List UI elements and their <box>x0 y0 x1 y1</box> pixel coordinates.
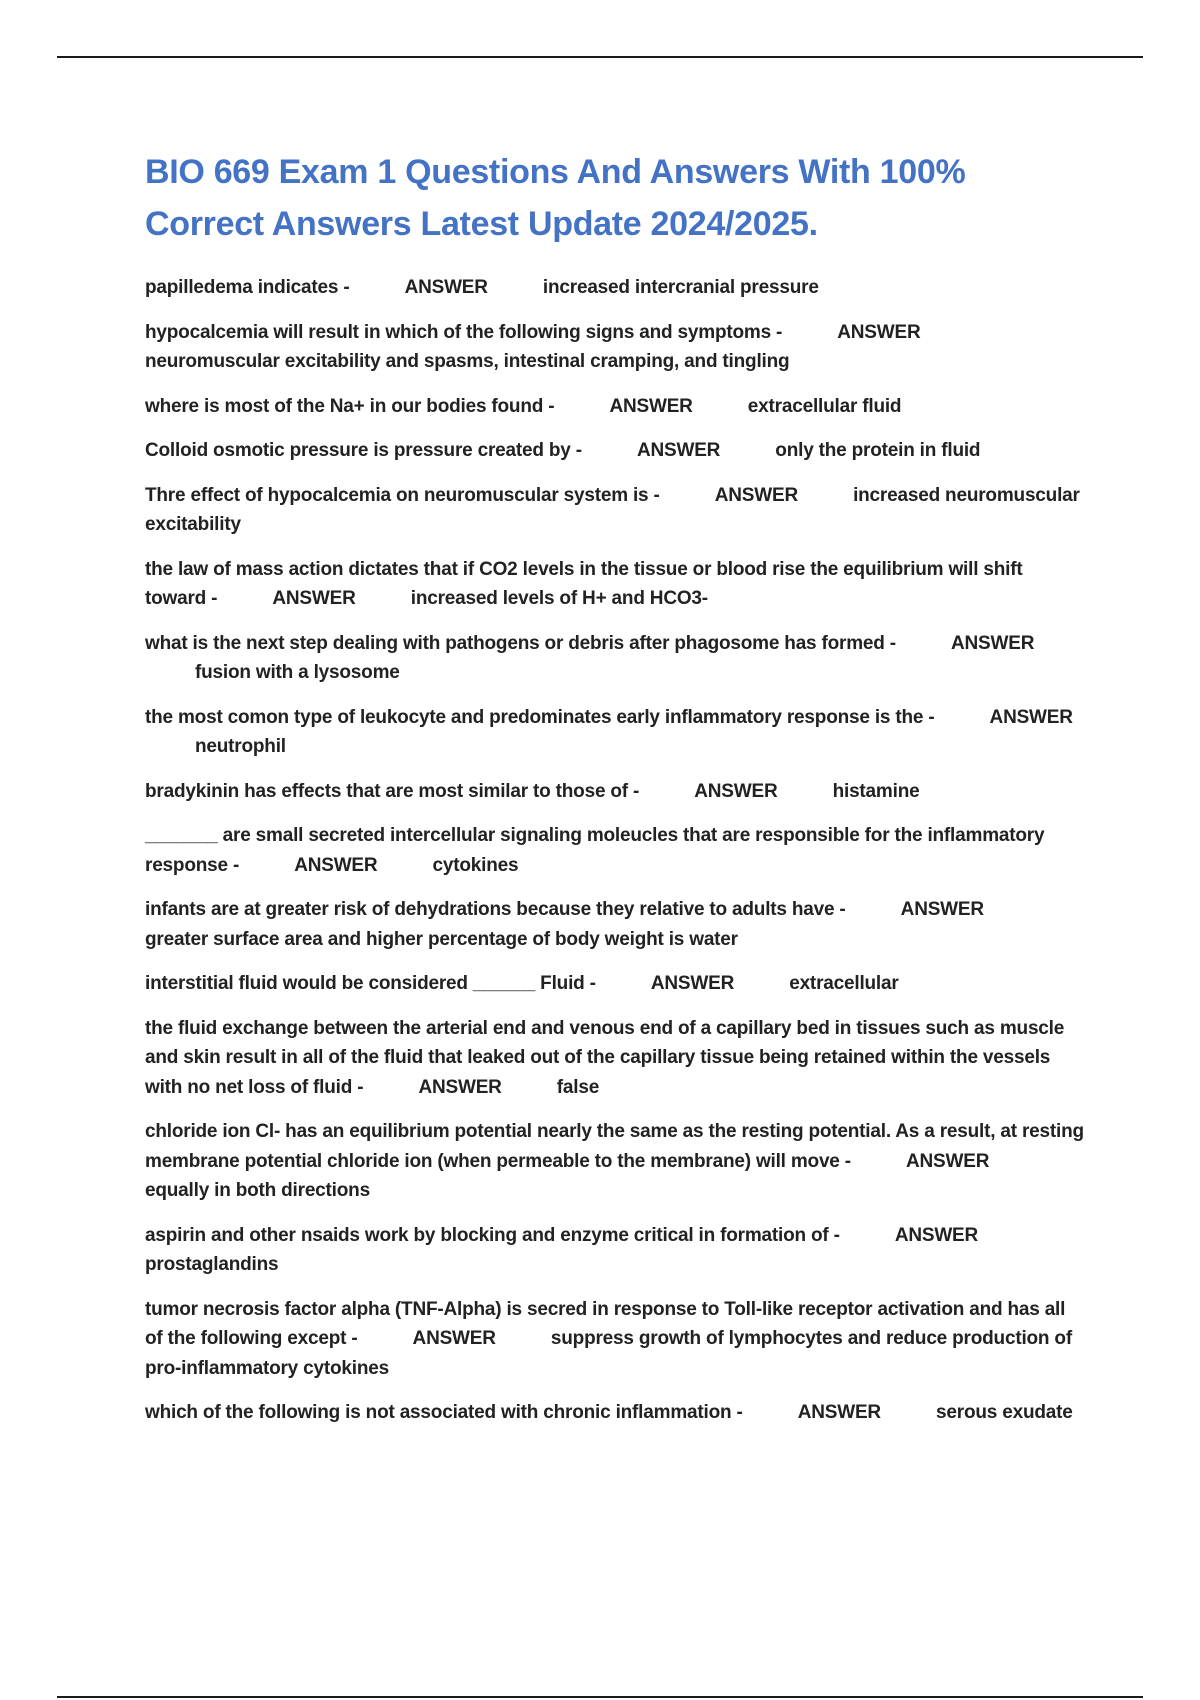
question-text: _______ are small secreted intercellular signaling moleucles that are responsible for the inflammatory response - <box>145 825 1045 876</box>
question-text: Thre effect of hypocalcemia on neuromuscular system is - <box>145 484 660 506</box>
qa-item <box>145 777 1085 807</box>
answer-text: cytokines <box>432 854 519 876</box>
question-text: bradykinin has effects that are most similar to those of - <box>145 780 640 802</box>
qa-item <box>145 1398 1085 1428</box>
answer-label: ANSWER <box>694 780 778 802</box>
answer-label: ANSWER <box>272 588 356 609</box>
answer-text: extracellular fluid <box>747 395 902 417</box>
question-text: what is the next step dealing with pathogens or debris after phagosome has formed - <box>145 632 896 654</box>
answer-label: ANSWER <box>905 1150 990 1172</box>
qa-item <box>145 895 1085 954</box>
answer-label: ANSWER <box>636 440 721 461</box>
answer-text: greater surface area and higher percentage of body weight is water <box>145 928 738 950</box>
answer-label: ANSWER <box>989 706 1073 728</box>
answer-text: extracellular <box>789 973 899 994</box>
answer-text: neutrophil <box>195 736 286 757</box>
question-text: infants are at greater risk of dehydrations because they relative to adults have - <box>145 899 846 920</box>
answer-label: ANSWER <box>894 1224 979 1246</box>
qa-item <box>145 273 1085 303</box>
qa-item <box>145 821 1085 880</box>
answer-text: neuromuscular excitability and spasms, intestinal cramping, and tingling <box>145 351 790 372</box>
answer-label: ANSWER <box>650 973 735 994</box>
question-text: which of the following is not associated with chronic inflammation - <box>145 1402 743 1423</box>
answer-text: serous exudate <box>936 1402 1073 1423</box>
qa-item <box>145 481 1085 540</box>
answer-text: increased levels of H+ and HCO3- <box>410 588 708 609</box>
answer-text: fusion with a lysosome <box>195 662 400 683</box>
answer-text: histamine <box>832 780 920 802</box>
qa-list <box>145 273 1085 1428</box>
question-text: the fluid exchange between the arterial end and venous end of a capillary bed in tissues such as muscle and skin result in all of the fluid that leaked out of the capillary tissue being retained within the vessels with no net loss of fluid - <box>145 1017 1065 1098</box>
document-title: BIO 669 Exam 1 Questions And Answers With 100% Correct Answers Latest Update 2024/2025. <box>145 153 966 243</box>
question-text: papilledema indicates - <box>145 277 350 298</box>
answer-label: ANSWER <box>609 395 693 417</box>
question-text: the most comon type of leukocyte and predominates early inflammatory response is the - <box>145 706 935 728</box>
qa-item <box>145 555 1085 614</box>
qa-item <box>145 1014 1085 1103</box>
question-text: Colloid osmotic pressure is pressure created by - <box>145 440 582 461</box>
answer-text: only the protein in fluid <box>775 440 981 461</box>
answer-label: ANSWER <box>404 277 488 298</box>
question-text: aspirin and other nsaids work by blocking and enzyme critical in formation of - <box>145 1224 840 1246</box>
qa-item <box>145 1221 1085 1280</box>
answer-text: false <box>556 1076 600 1098</box>
document-body <box>145 146 1085 1443</box>
qa-item <box>145 1295 1085 1384</box>
answer-text: equally in both directions <box>145 1180 370 1201</box>
answer-label: ANSWER <box>412 1328 496 1349</box>
answer-label: ANSWER <box>951 632 1035 654</box>
top-rule <box>57 56 1143 58</box>
question-text: interstitial fluid would be considered ______ Fluid - <box>145 973 596 994</box>
bottom-rule <box>57 1696 1143 1698</box>
answer-label: ANSWER <box>714 484 798 506</box>
qa-item <box>145 969 1085 999</box>
qa-item <box>145 436 1085 466</box>
qa-item <box>145 703 1085 762</box>
answer-text: prostaglandins <box>145 1254 279 1275</box>
answer-label: ANSWER <box>418 1076 502 1098</box>
answer-label: ANSWER <box>294 854 378 876</box>
answer-label: ANSWER <box>837 321 921 343</box>
answer-text: suppress growth of lymphocytes and reduce production of pro-inflammatory cytokines <box>145 1328 1072 1379</box>
question-text: where is most of the Na+ in our bodies found - <box>145 395 555 417</box>
qa-item <box>145 629 1085 688</box>
question-text: the law of mass action dictates that if CO2 levels in the tissue or blood rise the equilibrium will shift toward - <box>145 558 1023 609</box>
qa-item <box>145 318 1085 377</box>
answer-label: ANSWER <box>797 1402 881 1423</box>
answer-label: ANSWER <box>900 899 984 920</box>
answer-text: increased neuromuscular excitability <box>145 484 1080 535</box>
answer-text: increased intercranial pressure <box>542 277 819 298</box>
qa-item <box>145 1117 1085 1206</box>
question-text: tumor necrosis factor alpha (TNF-Alpha) is secred in response to Toll-like receptor activation and has all of the following except - <box>145 1298 1066 1349</box>
qa-item <box>145 392 1085 422</box>
question-text: hypocalcemia will result in which of the following signs and symptoms - <box>145 321 783 343</box>
question-text: chloride ion Cl- has an equilibrium potential nearly the same as the resting potential. As a result, at resting membrane potential chloride ion (when permeable to the membrane) will move - <box>145 1121 1084 1172</box>
